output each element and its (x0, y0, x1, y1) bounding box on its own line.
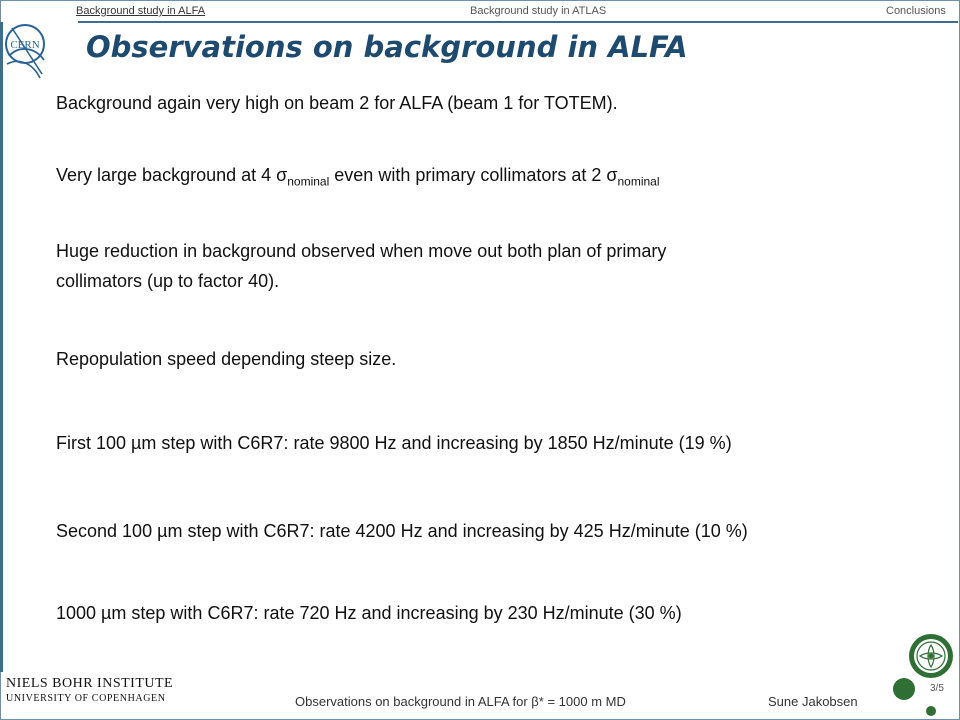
cern-logo-icon (4, 20, 46, 80)
nav-background-atlas[interactable]: Background study in ATLAS (470, 5, 607, 17)
footer-subtitle: Observations on background in ALFA for β* = 1000 m MD (295, 694, 626, 709)
bullet-repopulation: Repopulation speed depending steep size. (56, 349, 397, 369)
bullet-2-mid: even with primary collimators at 2 σ (329, 165, 618, 185)
bullet-second-step: Second 100 µm step with C6R7: rate 4200 Hz and increasing by 425 Hz/minute (10 %) (56, 521, 748, 541)
sigma-subscript-1: nominal (287, 174, 330, 189)
nav-dot-large (893, 678, 915, 700)
university-seal-icon (908, 633, 954, 679)
nav-background-alfa[interactable]: Background study in ALFA (76, 5, 206, 17)
nav-conclusions[interactable]: Conclusions (886, 5, 946, 17)
institute-name: NIELS BOHR INSTITUTE (6, 676, 174, 691)
cern-logo-text: CERN (10, 39, 40, 51)
nav-dot-small (926, 706, 936, 716)
bullet-first-step: First 100 µm step with C6R7: rate 9800 Hz and increasing by 1850 Hz/minute (19 %) (56, 433, 732, 453)
institute-footer (6, 676, 173, 704)
bullet-1000-step: 1000 µm step with C6R7: rate 720 Hz and increasing by 230 Hz/minute (30 %) (56, 603, 682, 623)
sigma-subscript-2: nominal (617, 174, 660, 189)
footer-author: Sune Jakobsen (768, 694, 858, 709)
page-number: 3/5 (930, 683, 944, 694)
header-rule (78, 21, 958, 23)
slide-title: Observations on background in ALFA (86, 30, 688, 64)
bullet-reduction-line1: Huge reduction in background observed when move out both plan of primary (56, 241, 667, 261)
bullet-2-pre: Very large background at 4 σ (56, 165, 288, 185)
bullet-reduction-line2: collimators (up to factor 40). (56, 271, 280, 291)
left-rule (0, 22, 3, 672)
bullet-beam2-background: Background again very high on beam 2 for ALFA (beam 1 for TOTEM). (56, 93, 618, 113)
university-name: UNIVERSITY OF COPENHAGEN (6, 693, 166, 704)
bullet-large-background (56, 160, 916, 197)
